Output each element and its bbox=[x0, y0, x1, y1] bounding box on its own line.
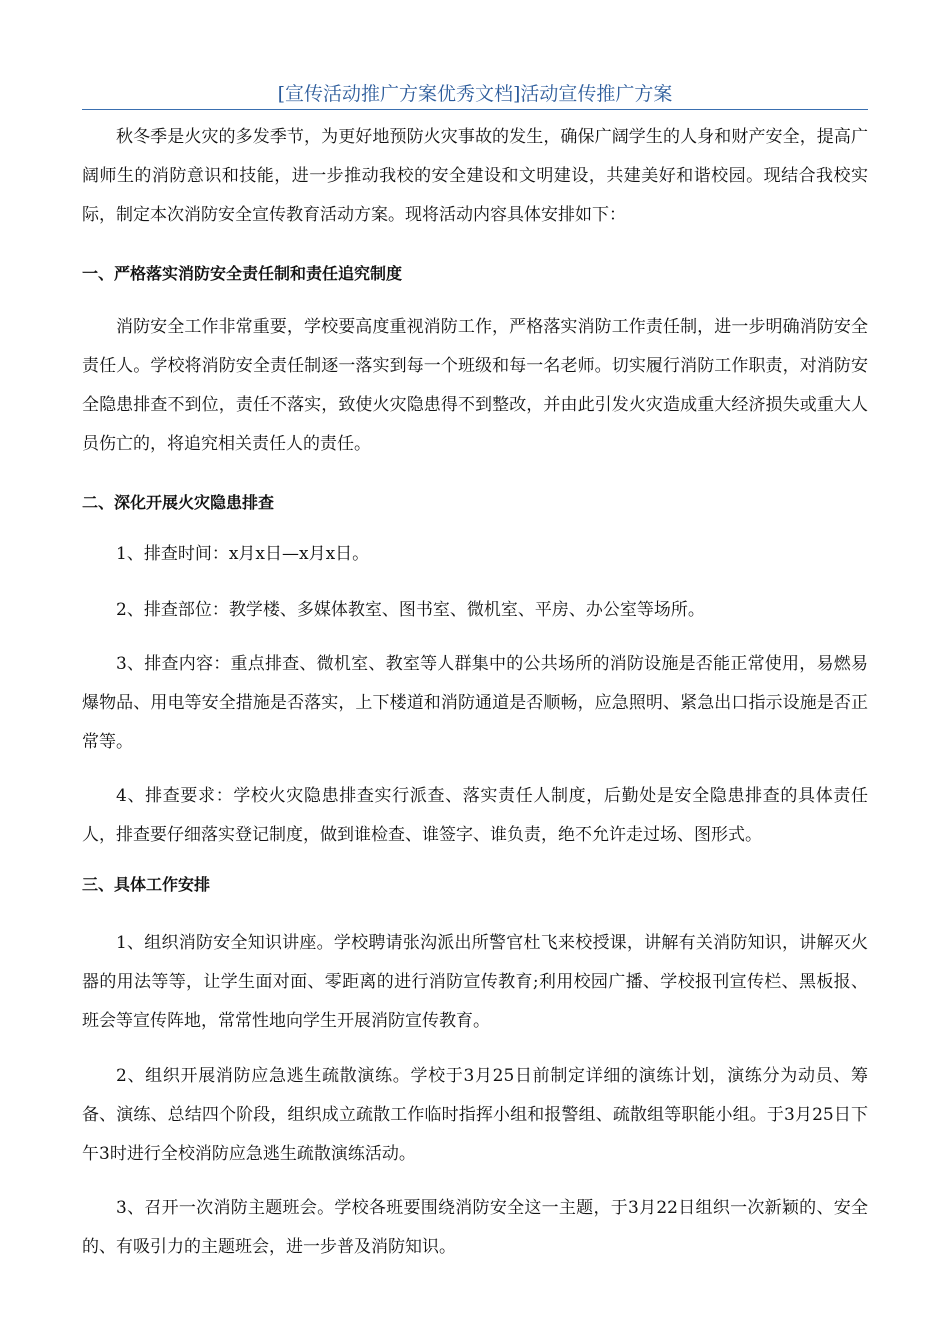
header-divider bbox=[82, 109, 868, 110]
section-3-heading: 三、具体工作安排 bbox=[82, 875, 211, 894]
page-header-title: [宣传活动推广方案优秀文档]活动宣传推广方案 bbox=[277, 83, 673, 105]
section-2-item-2: 2、排查部位：教学楼、多媒体教室、图书室、微机室、平房、办公室等场所。 bbox=[116, 600, 705, 620]
section-3-item-2: 2、组织开展消防应急逃生疏散演练。学校于3月25日前制定详细的演练计划，演练分为动员、筹备、演练、总结四个阶段，组织成立疏散工作临时指挥小组和报警组、疏散组等职能小组。于3月25日下午3时进行全校消防应急逃生疏散演练活动。 bbox=[82, 1066, 868, 1164]
section-3-item-1: 1、组织消防安全知识讲座。学校聘请张沟派出所警官杜飞来校授课，讲解有关消防知识，讲解灭火器的用法等等，让学生面对面、零距离的进行消防宣传教育;利用校园广播、学校报刊宣传栏、黑板报、班会等宣传阵地，常常性地向学生开展消防宣传教育。 bbox=[82, 933, 868, 1031]
section-1-body: 消防安全工作非常重要，学校要高度重视消防工作，严格落实消防工作责任制，进一步明确消防安全责任人。学校将消防安全责任制逐一落实到每一个班级和每一名老师。切实履行消防工作职责，对消防安全隐患排查不到位，责任不落实，致使火灾隐患得不到整改，并由此引发火灾造成重大经济损失或重大人员伤亡的，将追究相关责任人的责任。 bbox=[82, 317, 868, 454]
section-2-item-4: 4、排查要求：学校火灾隐患排查实行派查、落实责任人制度，后勤处是安全隐患排查的具体责任人，排查要仔细落实登记制度，做到谁检查、谁签字、谁负责，绝不允许走过场、图形式。 bbox=[82, 786, 868, 845]
section-2-heading: 二、深化开展火灾隐患排查 bbox=[82, 493, 275, 512]
section-1-heading: 一、严格落实消防安全责任制和责任追究制度 bbox=[82, 264, 403, 283]
intro-paragraph: 秋冬季是火灾的多发季节，为更好地预防火灾事故的发生，确保广阔学生的人身和财产安全，提高广阔师生的消防意识和技能，进一步推动我校的安全建设和文明建设，共建美好和谐校园。现结合我校实际，制定本次消防安全宣传教育活动方案。现将活动内容具体安排如下： bbox=[82, 127, 868, 225]
section-2-item-3: 3、排查内容：重点排查、微机室、教室等人群集中的公共场所的消防设施是否能正常使用，易燃易爆物品、用电等安全措施是否落实，上下楼道和消防通道是否顺畅，应急照明、紧急出口指示设施是否正常等。 bbox=[82, 654, 868, 752]
section-2-item-1: 1、排查时间：x月x日—x月x日。 bbox=[116, 544, 370, 564]
section-3-item-3: 3、召开一次消防主题班会。学校各班要围绕消防安全这一主题，于3月22日组织一次新颖的、安全的、有吸引力的主题班会，进一步普及消防知识。 bbox=[82, 1198, 868, 1257]
